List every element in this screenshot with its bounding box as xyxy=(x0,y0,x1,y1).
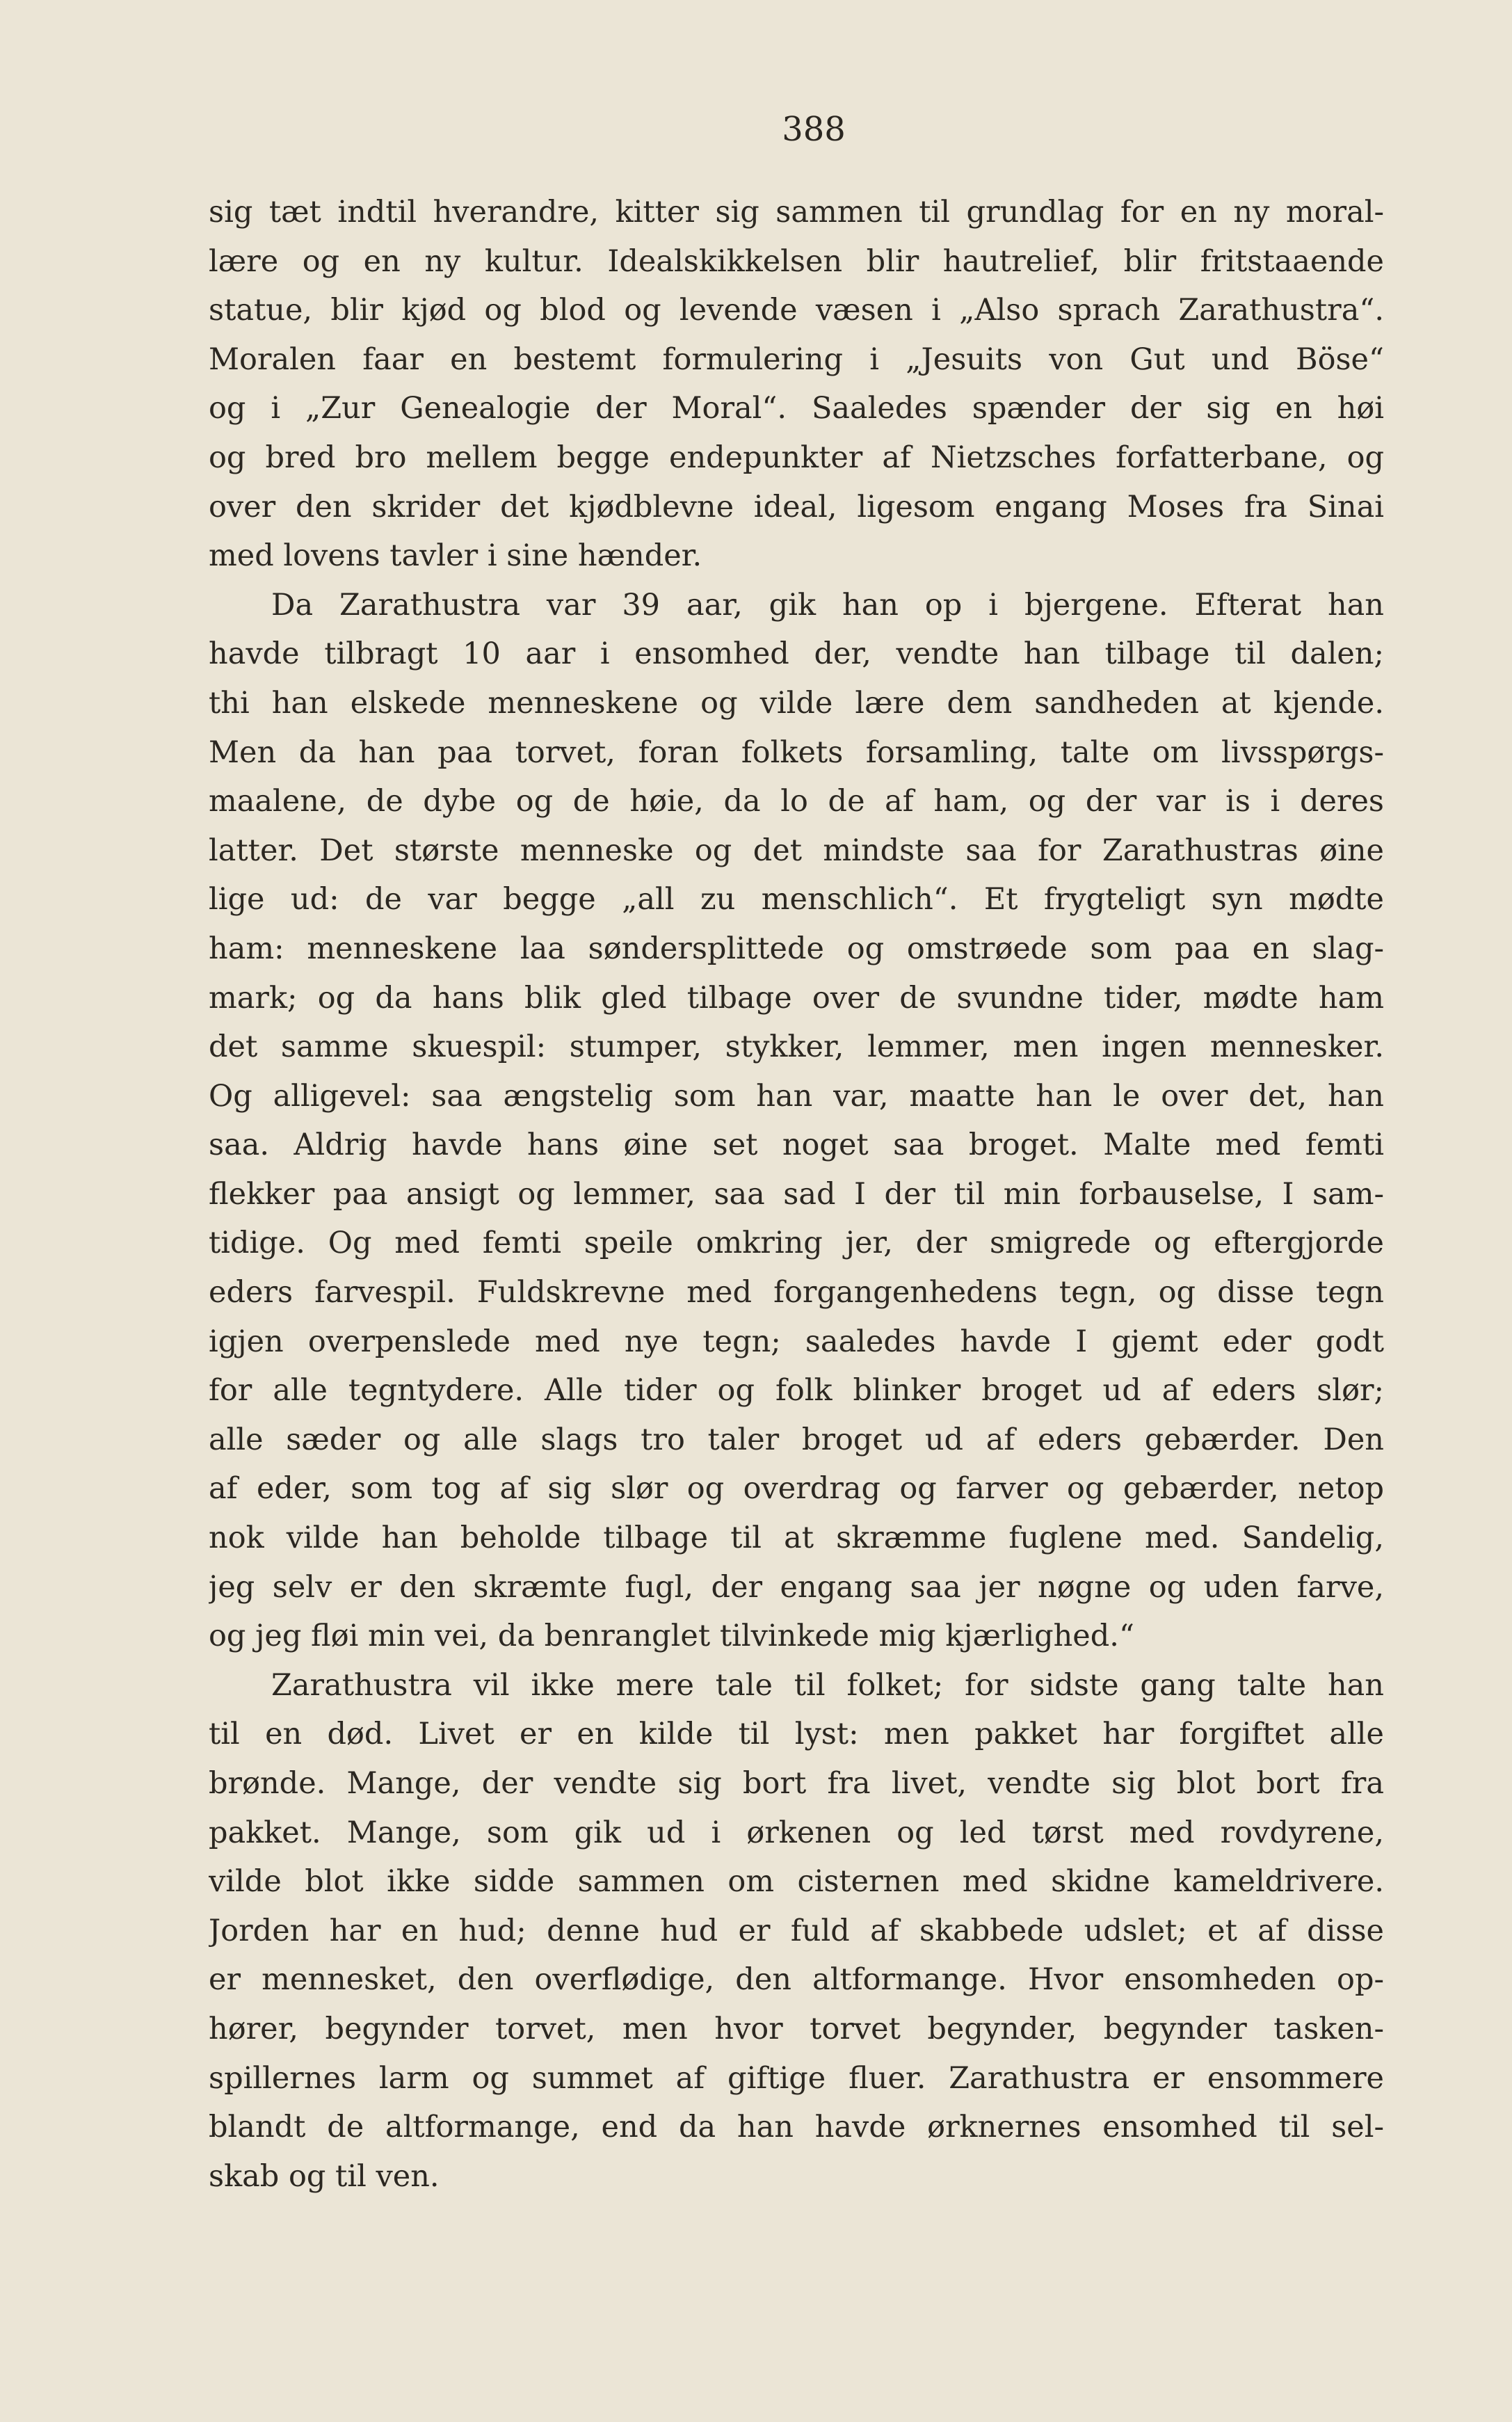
text-line: lære og en ny kultur. Idealskikkelsen blir hautrelief, blir fritstaaende xyxy=(209,243,1384,279)
text-line: Zarathustra vil ikke mere tale til folket; for sidste gang talte han xyxy=(271,1667,1384,1703)
text-line: ham: menneskene laa søndersplittede og omstrøede som paa en slag- xyxy=(209,931,1384,966)
text-line: maalene, de dybe og de høie, da lo de af ham, og der var is i deres xyxy=(209,784,1384,819)
text-line: havde tilbragt 10 aar i ensomhed der, vendte han tilbage til dalen; xyxy=(209,636,1384,672)
text-line: sig tæt indtil hverandre, kitter sig sammen til grundlag for en ny moral- xyxy=(209,195,1384,230)
text-line: tidige. Og med femti speile omkring jer, der smigrede og eftergjorde xyxy=(209,1226,1384,1261)
text-line: til en død. Livet er en kilde til lyst: men pakket har forgiftet alle xyxy=(209,1717,1384,1752)
text-line: nok vilde han beholde tilbage til at skræmme fuglene med. Sandelig, xyxy=(209,1521,1384,1556)
text-line: eders farvespil. Fuldskrevne med forgangenhedens tegn, og disse tegn xyxy=(209,1275,1384,1310)
text-line: af eder, som tog af sig slør og overdrag og farver og gebærder, netop xyxy=(209,1471,1384,1507)
text-line: skab og til ven. xyxy=(209,2158,440,2194)
text-line: med lovens tavler i sine hænder. xyxy=(209,538,702,574)
text-line: hører, begynder torvet, men hvor torvet begynder, begynder tasken- xyxy=(209,2011,1384,2046)
text-line: er mennesket, den overflødige, den altformange. Hvor ensomheden op- xyxy=(209,1962,1384,1998)
page-number: 388 xyxy=(782,110,846,149)
text-line: Men da han paa torvet, foran folkets forsamling, talte om livsspørgs- xyxy=(209,735,1384,770)
text-line: og jeg fløi min vei, da benranglet tilvinkede mig kjærlighed.“ xyxy=(209,1619,1134,1654)
text-line: flekker paa ansigt og lemmer, saa sad I der til min forbauselse, I sam- xyxy=(209,1176,1384,1212)
text-line: vilde blot ikke sidde sammen om cisternen med skidne kameldrivere. xyxy=(209,1864,1384,1900)
text-line: blandt de altformange, end da han havde ørknernes ensomhed til sel- xyxy=(209,2110,1384,2145)
text-line: jeg selv er den skræmte fugl, der engang saa jer nøgne og uden farve, xyxy=(209,1569,1384,1605)
text-line: pakket. Mange, som gik ud i ørkenen og led tørst med rovdyrene, xyxy=(209,1815,1384,1850)
text-line: og bred bro mellem begge endepunkter af Nietzsches forfatterbane, og xyxy=(209,440,1384,475)
text-line: Jorden har en hud; denne hud er fuld af skabbede udslet; et af disse xyxy=(209,1913,1384,1948)
text-line: statue, blir kjød og blod og levende væsen i „Also sprach Zarathustra“. xyxy=(209,293,1384,328)
text-line: Og alligevel: saa ængstelig som han var, maatte han le over det, han xyxy=(209,1078,1384,1114)
text-line: brønde. Mange, der vendte sig bort fra livet, vendte sig blot bort fra xyxy=(209,1766,1384,1801)
paragraph xyxy=(209,1661,1384,2202)
text-line: alle sæder og alle slags tro taler broget ud af eders gebærder. Den xyxy=(209,1422,1384,1457)
text-line: spillernes larm og summet af giftige fluer. Zarathustra er ensommere xyxy=(209,2060,1384,2096)
text-line: saa. Aldrig havde hans øine set noget saa broget. Malte med femti xyxy=(209,1128,1384,1163)
text-line: over den skrider det kjødblevne ideal, ligesom engang Moses fra Sinai xyxy=(209,489,1384,524)
text-line: mark; og da hans blik gled tilbage over de svundne tider, mødte ham xyxy=(209,980,1384,1016)
paragraph xyxy=(209,188,1384,581)
text-line: thi han elskede menneskene og vilde lære dem sandheden at kjende. xyxy=(209,685,1384,721)
paragraph xyxy=(209,581,1384,1661)
text-line: og i „Zur Genealogie der Moral“. Saaledes spænder der sig en høi xyxy=(209,391,1384,426)
text-line: Da Zarathustra var 39 aar, gik han op i bjergene. Efterat han xyxy=(271,587,1384,623)
text-line: det samme skuespil: stumper, stykker, lemmer, men ingen mennesker. xyxy=(209,1029,1384,1065)
text-line: igjen overpenslede med nye tegn; saaledes havde I gjemt eder godt xyxy=(209,1324,1384,1359)
text-line: Moralen faar en bestemt formulering i „Jesuits von Gut und Böse“ xyxy=(209,342,1384,377)
text-line: lige ud: de var begge „all zu menschlich“. Et frygteligt syn mødte xyxy=(209,882,1384,917)
body-text xyxy=(209,188,1384,2201)
text-line: for alle tegntydere. Alle tider og folk blinker broget ud af eders slør; xyxy=(209,1373,1384,1409)
text-line: latter. Det største menneske og det mindste saa for Zarathustras øine xyxy=(209,833,1384,868)
